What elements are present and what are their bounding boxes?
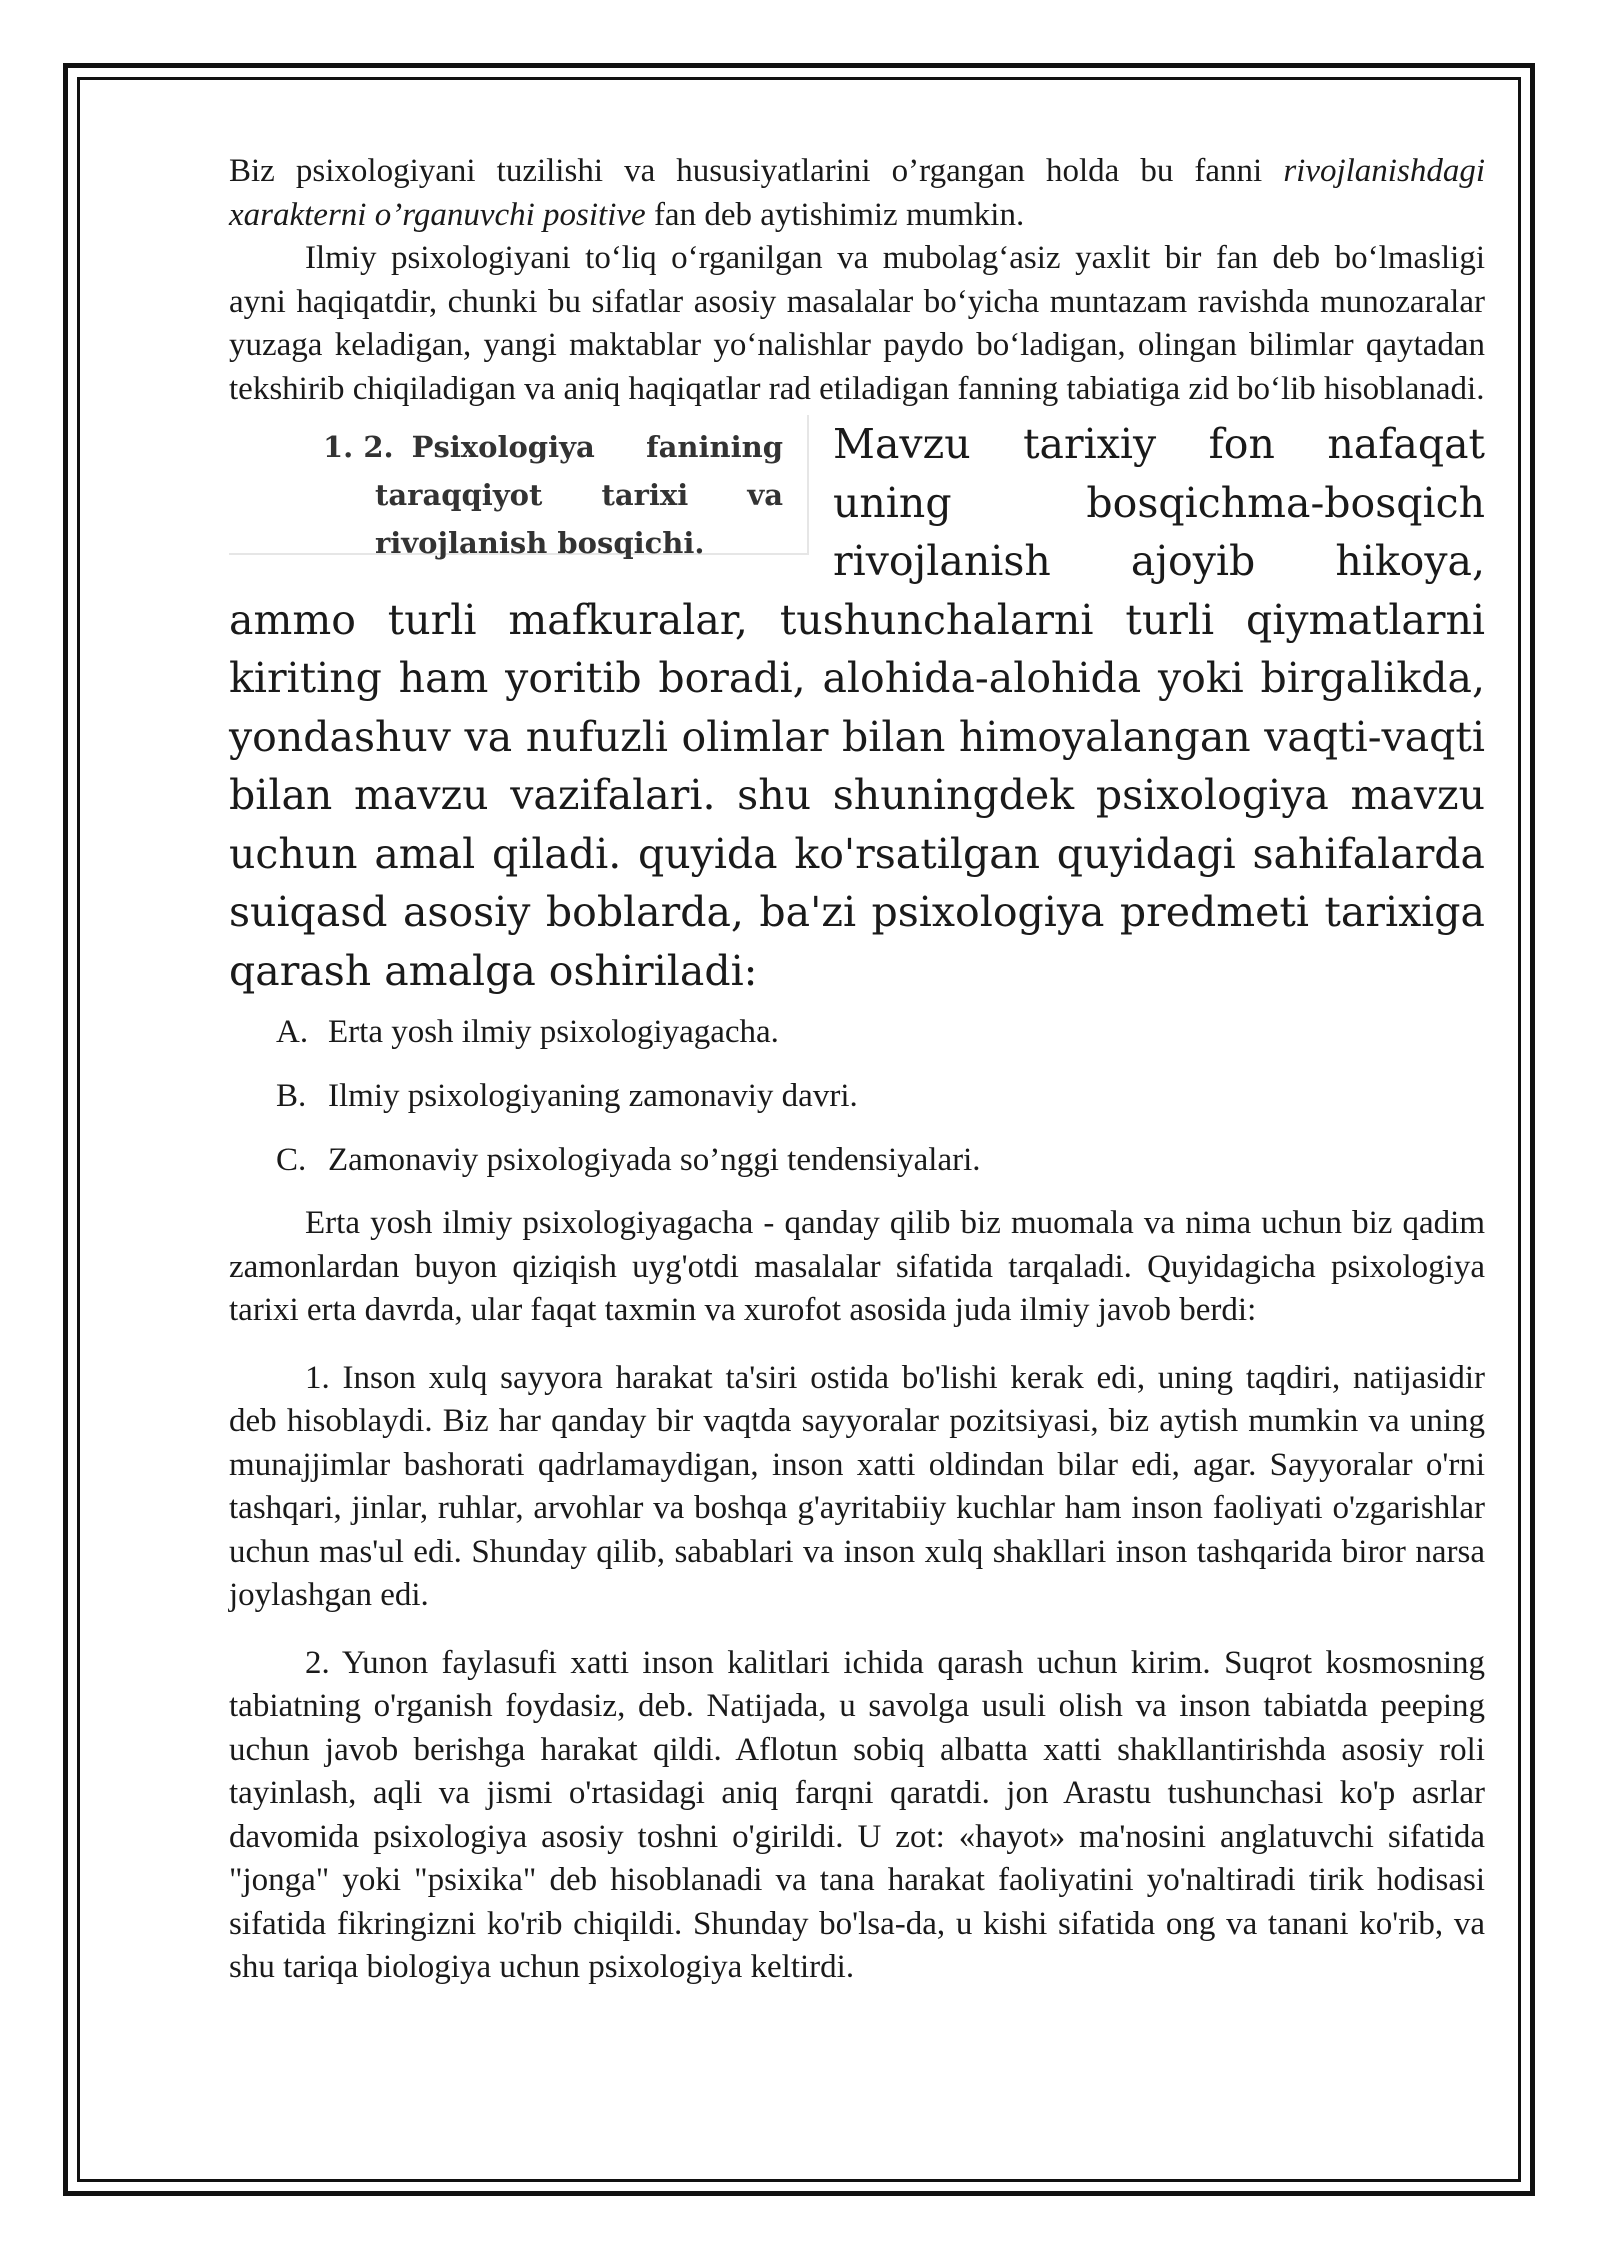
section-heading-line-3: rivojlanish bosqichi. (375, 526, 705, 560)
list-item (229, 1074, 1485, 1118)
paragraph-planets: 1. Inson xulq sayyora harakat ta'siri ostida bo'lishi kerak edi, uning taqdiri, natijasidir deb hisoblaydi. Biz har qanday bir vaqtda sayyoralar pozitsiyasi, biz aytish mumkin va uning munajjimlar bashorati qadrlamaydigan, inson xatti oldindan bilar edi, agar. Sayyoralar o'rni tashqari, jinlar, ruhlar, arvohlar va boshqa g'ayritabiiy kuchlar ham inson faoliyati o'zgarishlar uchun mas'ul edi. Shunday qilib, sabablari va inson xulq shakllari inson tashqarida biror narsa joylashgan edi. (229, 1359, 1485, 1613)
section-number: 1. 2. (323, 430, 394, 464)
paragraph-intro-italic: rivojlanishdagi xarakterni o’rganuvchi positive (229, 153, 1485, 233)
list-item-mark: C. (276, 1142, 307, 1178)
paragraph-intro-end: fan deb aytishimiz mumkin. (645, 196, 1025, 233)
paragraph-intro (229, 150, 1485, 237)
list-item-text: Zamonaviy psixologiyada so’nggi tendensiyalari. (328, 1142, 981, 1178)
list-item-text: Ilmiy psixologiyaning zamonaviy davri. (328, 1078, 858, 1114)
list-item-mark: A. (276, 1014, 309, 1050)
paragraph-scientific: Ilmiy psixologiyani to‘liq o‘rganilgan va mubolag‘asiz yaxlit bir fan deb bo‘lmasligi ayni haqiqatdir, chunki bu sifatlar asosiy masalalar bo‘yicha muntazam ravishda munozaralar yuzaga keladigan, yangi maktablar yo‘nalishlar paydo bo‘ladigan, olingan bilimlar qaytadan tekshirib chiqiladigan va aniq haqiqatlar rad etiladigan fanning tabiatiga zid bo‘lib hisoblanadi. (229, 240, 1485, 407)
list-item (229, 1010, 1485, 1054)
section-history (229, 415, 1485, 1000)
section-heading (323, 423, 783, 567)
period-list (229, 1010, 1485, 1182)
section-heading-box (229, 415, 809, 560)
section-heading-line-1: Psixologiya fanining (411, 430, 783, 464)
list-item-text: Erta yosh ilmiy psixologiyagacha. (328, 1014, 779, 1050)
list-item (229, 1138, 1485, 1182)
paragraph-intro-start: Biz psixologiyani tuzilishi va hususiyatlarini o’rgangan holda bu fanni (229, 153, 1284, 189)
paragraph-early-period: Erta yosh ilmiy psixologiyagacha - qanday qilib biz muomala va nima uchun biz qadim zamonlardan buyon qiziqish uyg'otdi masalalar sifatida tarqaladi. Quyidagicha psixologiya tarixi erta davrda, ular faqat taxmin va xurofot asosida juda ilmiy javob berdi: (229, 1205, 1485, 1328)
section-heading-line-2: taraqqiyot tarixi va (375, 478, 783, 512)
section-intro-text: Mavzu tarixiy fon nafaqat uning bosqichma-bosqich rivojlanish ajoyib hikoya, ammo turli mafkuralar, tushunchalarni turli qiymatlarni kiriting ham yoritib boradi, alohida-alohida yoki birgalikda, yondashuv va nufuzli olimlar bilan himoyalangan vaqti-vaqti bilan mavzu vazifalari. shu shuningdek psixologiya mavzu uchun amal qiladi. quyida ko'rsatilgan quyidagi sahifalarda suiqasd asosiy boblarda, ba'zi psixologiya predmeti tarixiga qarash amalga oshiriladi: (229, 420, 1485, 995)
list-item-mark: B. (276, 1078, 307, 1114)
document-body (229, 150, 1485, 1990)
paragraph-greek-philosophy: 2. Yunon faylasufi xatti inson kalitlari ichida qarash uchun kirim. Suqrot kosmosning tabiatning o'rganish foydasiz, deb. Natijada, u savolga usuli olish va inson tabiatda peeping uchun javob berishga harakat qildi. Aflotun sobiq albatta xatti shakllantirishda asosiy roli tayinlash, aqli va jismi o'rtasidagi aniq farqni qaratdi. jon Arastu tushunchasi ko'p asrlar davomida psixologiya asosiy toshni o'girildi. U zot: «hayot» ma'nosini anglatuvchi sifatida "jonga" yoki "psixika" deb hisoblanadi va tana harakat faoliyatini yo'naltiradi tirik hodisasi sifatida fikringizni ko'rib chiqildi. Shunday bo'lsa-da, u kishi sifatida ong va tanani ko'rib, va shu tariqa biologiya uchun psixologiya keltirdi. (229, 1644, 1485, 1985)
